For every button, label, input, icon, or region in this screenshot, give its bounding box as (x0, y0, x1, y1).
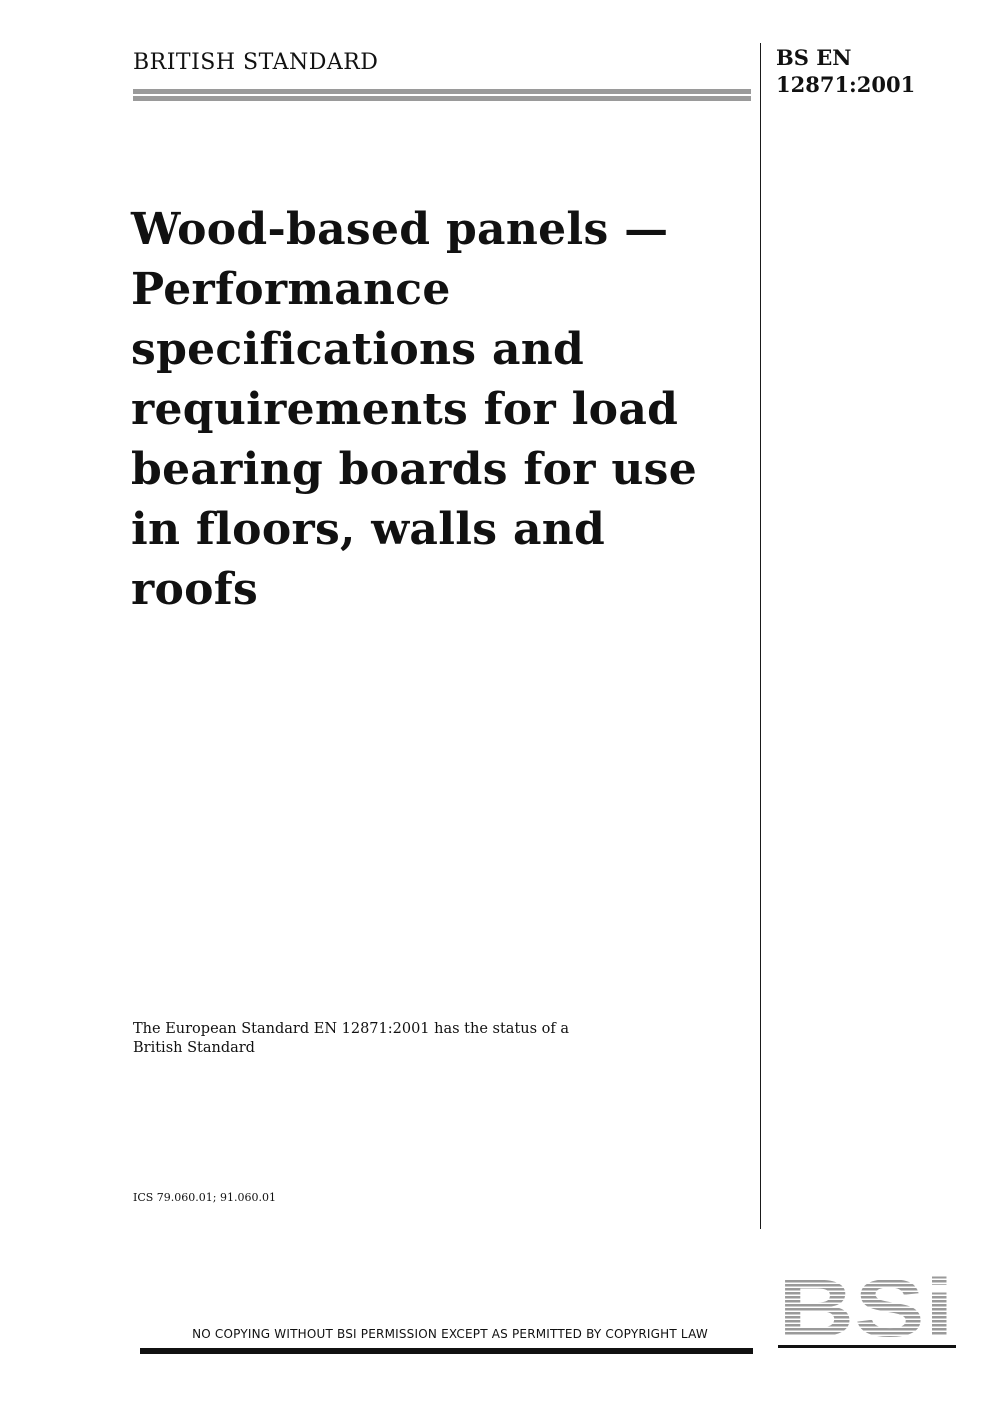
document-title (131, 200, 751, 620)
footer-rule (140, 1348, 753, 1354)
title-line: requirements for load (131, 384, 679, 435)
title-line: roofs (131, 564, 259, 615)
standard-designation (776, 44, 915, 98)
title-line: Performance (131, 264, 451, 315)
ics-code: ICS 79.060.01; 91.060.01 (133, 1191, 276, 1204)
header-rule-bottom (133, 96, 751, 101)
title-line: Wood-based panels — (131, 204, 669, 255)
vertical-divider (760, 43, 761, 1229)
bsi-logo-text: BSi (778, 1276, 954, 1340)
bsi-logo (778, 1276, 956, 1340)
title-line: specifications and (131, 324, 585, 375)
header-label: BRITISH STANDARD (133, 50, 379, 75)
status-note (133, 1020, 693, 1058)
title-line: bearing boards for use (131, 444, 698, 495)
logo-underline (778, 1345, 956, 1348)
copyright-notice: NO COPYING WITHOUT BSI PERMISSION EXCEPT AS PERMITTED BY COPYRIGHT LAW (192, 1327, 708, 1341)
status-note-line-1: The European Standard EN 12871:2001 has the status of a (133, 1021, 570, 1037)
designation-line-1: BS EN (776, 45, 852, 70)
designation-line-2: 12871:2001 (776, 72, 916, 97)
header-rule-top (133, 89, 751, 94)
title-line: in floors, walls and (131, 504, 606, 555)
status-note-line-2: British Standard (133, 1040, 255, 1056)
